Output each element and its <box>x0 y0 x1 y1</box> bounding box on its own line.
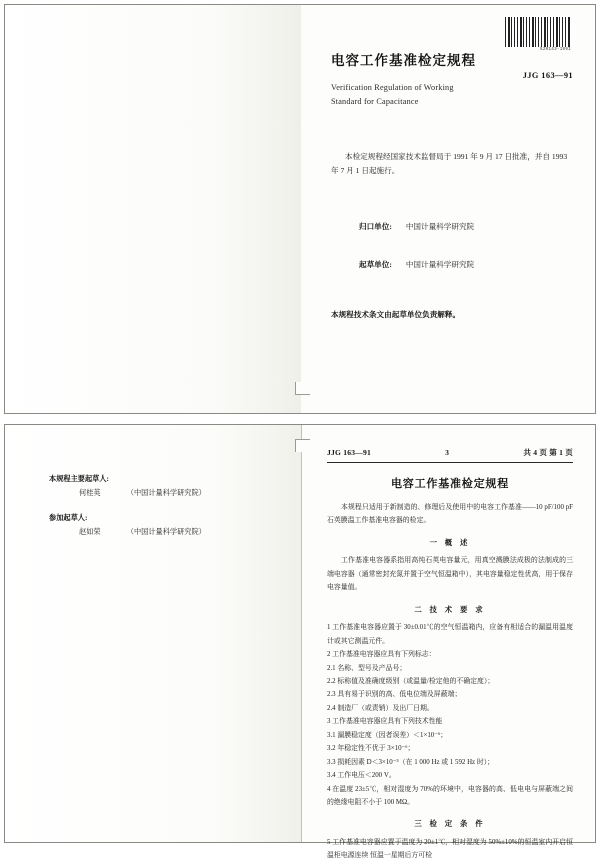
cover-title-en-line1: Verification Regulation of Working <box>331 83 454 92</box>
list-item: 2.2 标称值及准确度级别（或温量/检定他的不确定度）； <box>327 677 495 685</box>
barcode-icon <box>505 17 571 47</box>
section-heading-overview: 一 概 述 <box>429 537 471 547</box>
drafter-row <box>49 487 279 501</box>
list-item: 2.3 具有易于识别的高、低电位端及屏蔽端； <box>327 691 462 699</box>
overview-paragraph: 工作基准电容器系指用高纯石英电容量元，用真空溅膜法成极的法制成的三端电容器（通常密封充氮并置于空气恒温箱中），其电容量稳定性优高，用于保存电容量值。 <box>327 557 573 592</box>
list-item: 3.1 漏膜稳定度（因者误差）＜1×10⁻⁶； <box>327 731 448 739</box>
document-body <box>327 501 573 863</box>
content-column <box>301 425 597 860</box>
conditions-list <box>327 836 573 863</box>
cover-title-zh: 电容工作基准检定规程 <box>331 53 476 68</box>
organization-label: 归口单位: <box>359 222 392 232</box>
organization-row <box>359 219 575 235</box>
organization-block <box>331 219 575 273</box>
list-item: 1 工作基准电容器应置于 30±0.01℃的空气恒温箱内，应备有相适合的漏温用温度计或其它测温元件。 <box>327 624 573 645</box>
list-item: 3 工作基准电容器应具有下列技术性能 <box>327 718 443 726</box>
organization-label: 起草单位: <box>359 260 392 270</box>
list-item: 5 工作基准电容器应置于温度为 20±1℃，相对湿度为 50%±10%的恒温室内开启恒温柜电源连续 恒温一星期后方可检 <box>327 838 573 860</box>
cover-content <box>301 5 597 415</box>
interpretation-note: 本规程技术条文由起草单位负责解释。 <box>331 310 461 320</box>
drafter-name: 何桂英 <box>79 488 101 497</box>
drafters-heading: 本规程主要起草人: <box>49 475 109 483</box>
drafters-block <box>49 473 279 552</box>
list-item: 3.4 工作电压＜200 V。 <box>327 772 396 780</box>
list-item: 2 工作基准电容器应具有下列标志： <box>327 651 436 659</box>
running-header-page-of: 共 4 页 第 1 页 <box>523 448 573 457</box>
barcode-number: 520143-1991 <box>540 48 571 52</box>
drafters-group-main <box>49 473 279 500</box>
drafters-group-contributing <box>49 512 279 539</box>
list-item: 3.3 损耗因素 D＜3×10⁻⁵（在 1 000 Hz 或 1 592 Hz 时）； <box>327 758 495 766</box>
organization-row <box>359 257 575 273</box>
cover-title-en <box>331 81 575 110</box>
list-item: 2.1 名称、型号及产品号； <box>327 664 407 672</box>
scanned-page-cover <box>4 4 596 414</box>
drafter-name: 赵如荣 <box>79 528 101 537</box>
running-header-code: JJG 163—91 <box>327 448 371 457</box>
approval-statement: 本检定规程经国家技术监督局于 1991 年 9 月 17 日批准，并自 1993 年 7 月 1 日起施行。 <box>331 151 568 176</box>
drafter-affiliation: （中国计量科学研究院） <box>126 488 206 497</box>
requirements-list <box>327 621 573 809</box>
section-heading-requirements: 二 技 术 要 求 <box>414 604 486 614</box>
running-header <box>327 447 573 463</box>
drafters-heading: 参加起草人: <box>49 514 88 523</box>
drafter-affiliation: （中国计量科学研究院） <box>126 528 206 537</box>
cover-title-en-line2: Standard for Capacitance <box>331 97 419 107</box>
drafter-row <box>49 526 279 540</box>
scanned-page-content <box>4 424 596 860</box>
organization-value: 中国计量科学研究院 <box>405 260 475 270</box>
organization-value: 中国计量科学研究院 <box>405 222 475 232</box>
section-heading-conditions: 三 检 定 条 件 <box>414 819 486 829</box>
standard-code: JJG 163—91 <box>522 71 573 80</box>
list-item: 3.2 年稳定性不优于 3×10⁻⁶； <box>327 745 415 753</box>
list-item: 4 在温度 23±5℃，相对湿度为 70%的环境中，电容器的高、低电电与屏蔽端之间的绝缘电阻不小于 100 MΩ。 <box>327 785 573 807</box>
list-item: 2.4 制造厂（或责销）及出厂日期。 <box>327 704 434 712</box>
running-header-page-number: 3 <box>445 448 450 457</box>
page-title: 电容工作基准检定规程 <box>391 478 509 490</box>
intro-paragraph: 本规程只适用于新制造的、修理后及使用中的电容工作基准——10 pF/100 pF 石英膜温工作基准电容器的检定。 <box>327 504 573 525</box>
page-gutter-left <box>5 5 302 413</box>
